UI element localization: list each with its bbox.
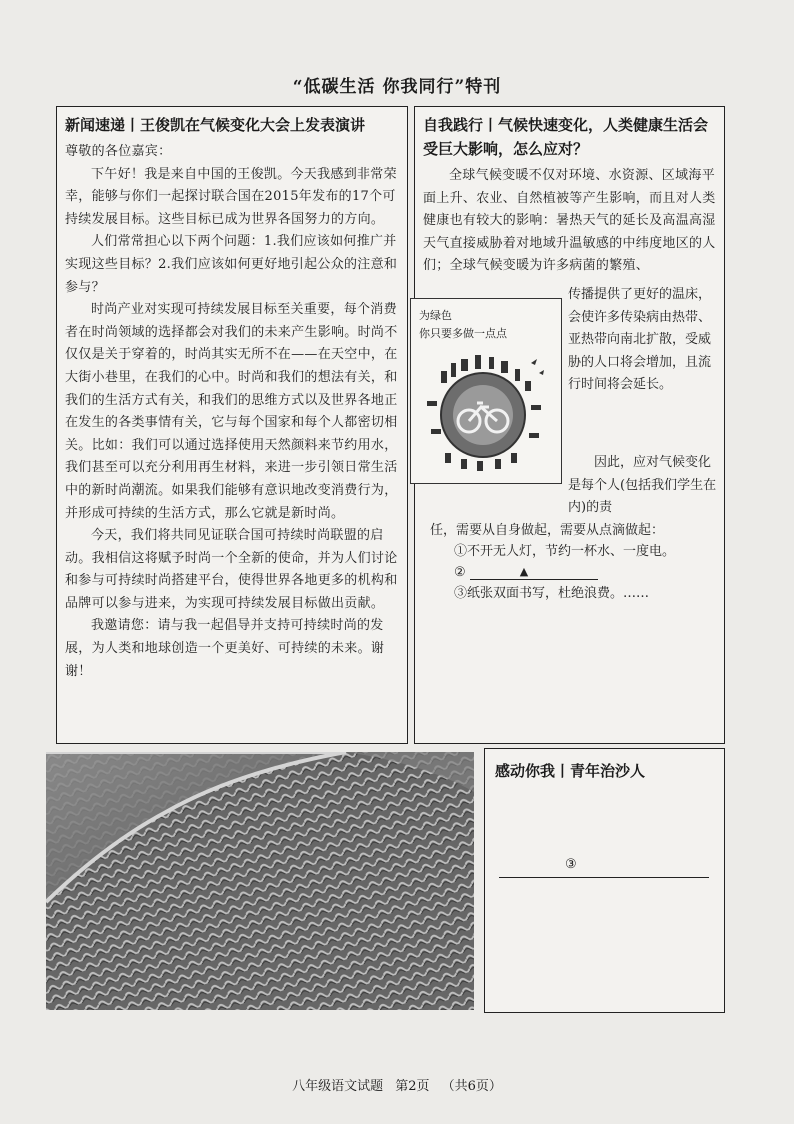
- news-paragraph-1: 下午好！我是来自中国的王俊凯。今天我感到非常荣幸，能够与你们一起探讨联合国在2015年发布的17个可持续发展目标。这些目标已成为世界各国努力的方向。: [65, 166, 397, 227]
- self-conclusion-full: 任，需要从自身做起，需要从点滴做起：: [430, 523, 665, 538]
- answer-blank-2[interactable]: [470, 565, 598, 580]
- footer-subject: 八年级语文试题: [292, 1079, 384, 1094]
- blank-mark-triangle: ▲: [519, 565, 529, 578]
- news-paragraph-4: 今天，我们将共同见证联合国可持续时尚联盟的启动。我相信这将赋予时尚一个全新的使命，并为人们讨论和参与可持续时尚搭建平台，使得世界各地更多的机构和品牌可以参与进来，为实现可持续发展目标做出贡献。: [65, 528, 398, 611]
- page-footer: [0, 1075, 794, 1094]
- page-title: “低碳生活 你我同行”特刊: [292, 77, 502, 97]
- illustration-caption: [419, 307, 507, 343]
- self-intro-text: 全球气候变暖不仅对环境、水资源、区域海平面上升、农业、自然植被等产生影响，而且对人类健康也有较大的影响：暑热天气的延长及高温高湿天气直接威胁着对地域升温敏感的中纬度地区的人们；全球气候变暖为许多病菌的繁殖、: [423, 168, 716, 274]
- self-item-1: ①不开无人灯，节约一杯水、一度电。: [454, 544, 676, 559]
- footer-total: （共6页）: [441, 1079, 502, 1094]
- touch-heading: 感动你我丨青年治沙人: [495, 762, 646, 780]
- caption-line-1: 为绿色: [419, 309, 452, 322]
- news-paragraph-3: 时尚产业对实现可持续发展目标至关重要，每个消费者在时尚领域的选择都会对我们的未来产生影响。时尚不仅仅是关于穿着的，时尚其实无所不在——在天空中，在大街小巷里，在我们的心中。时尚和我们的想法有关，和我们的生活方式有关，和我们的思维方式以及世界各地正在发生的各类事情有关，它与每个国家和每个人都密切相关。比如：我们可以通过选择使用天然颜料来节约用水，我们甚至可以充分利用再生材料，来进一步引领日常生活中的新时尚潮流。如果我们能够有意识地改变消费行为，并形成可持续的生活方式，那么它就是新时尚。: [65, 302, 398, 521]
- news-paragraph-5: 我邀请您：请与我一起倡导并支持可持续时尚的发展，为人类和地球创造一个更美好、可持续的未来。谢谢！: [65, 618, 385, 679]
- news-heading: 新闻速递丨王俊凯在气候变化大会上发表演讲: [65, 116, 366, 134]
- news-greeting: 尊敬的各位嘉宾：: [65, 144, 172, 159]
- globe-bicycle-icon: [411, 343, 561, 483]
- self-item-3: ③纸张双面书写，杜绝浪费。……: [454, 586, 650, 601]
- footer-page: 第2页: [395, 1079, 430, 1094]
- self-intro: [423, 165, 716, 278]
- self-heading: 自我践行丨气候快速变化，人类健康生活会受巨大影响，怎么应对？: [423, 116, 709, 158]
- touching-column: [484, 748, 725, 1013]
- news-column: [56, 106, 408, 744]
- answer-blank-3[interactable]: [499, 859, 709, 878]
- self-conclusion-right: 因此，应对气候变化是每个人(包括我们学生在内)的责: [568, 455, 717, 516]
- desert-photo: [46, 752, 474, 1010]
- news-paragraph-2: 人们常常担心以下两个问题：1.我们应该如何推广并实现这些目标？2.我们应该如何更好地引起公众的注意和参与？: [65, 234, 398, 295]
- self-item-2: [454, 562, 744, 585]
- blank-mark-3: ③: [565, 857, 577, 872]
- self-wrap-text: 传播提供了更好的温床，会使许多传染病由热带、亚热带向南北扩散，受威胁的人口将会增加，且流行时间将会延长。: [568, 287, 712, 393]
- caption-line-2: 你只要多做一点点: [419, 327, 507, 340]
- news-body: [65, 141, 399, 683]
- green-life-illustration: [410, 298, 562, 484]
- item-2-number: ②: [454, 565, 466, 580]
